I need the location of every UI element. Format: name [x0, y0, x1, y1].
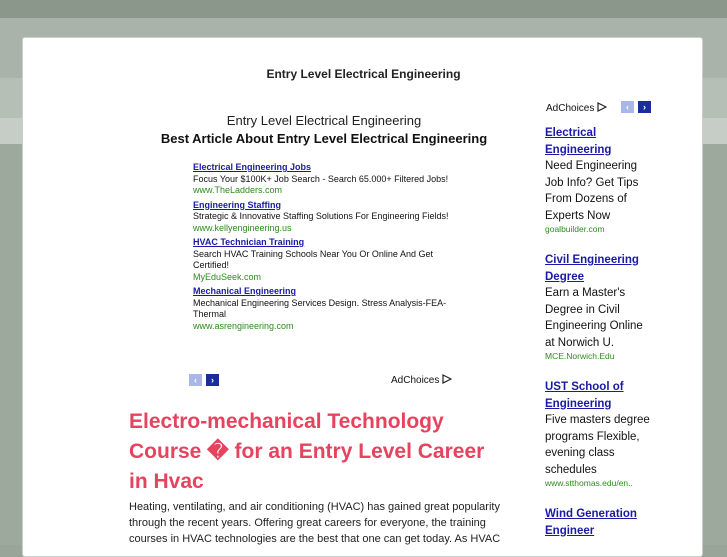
adchoices-link[interactable]: [391, 374, 452, 386]
background-band-1: [0, 0, 727, 18]
sidebar-ad-url[interactable]: www.stthomas.edu/en..: [545, 478, 633, 488]
ad-item: [193, 200, 453, 235]
sidebar-ad-description: Need Engineering Job Info? Get Tips From Dozens of Experts Now: [545, 160, 639, 222]
sidebar-ads: [545, 125, 655, 557]
sidebar-adchoices-link[interactable]: [546, 102, 607, 114]
ad-description: Mechanical Engineering Services Design. Stress Analysis-FEA-Thermal: [193, 297, 447, 319]
ad-description: Focus Your $100K+ Job Search - Search 65.000+ Filtered Jobs!: [193, 173, 449, 184]
ad-title-link[interactable]: Mechanical Engineering: [193, 286, 297, 296]
triangle-play-icon: [597, 102, 607, 112]
ad-item: [193, 237, 453, 283]
site-title: Entry Level Electrical Engineering: [266, 67, 461, 81]
ad-item: [193, 162, 453, 197]
adchoices-label: AdChoices: [391, 375, 440, 386]
triangle-play-icon: [442, 374, 452, 384]
page-container: [22, 37, 703, 557]
prev-arrow-button[interactable]: ‹: [621, 101, 634, 113]
ad-url[interactable]: www.kellyengineering.us: [193, 222, 292, 233]
sidebar-ad-title-link[interactable]: UST School of Engineering: [545, 381, 624, 410]
ad-description: Search HVAC Training Schools Near You Or Online And Get Certified!: [193, 248, 433, 270]
article-body: Heating, ventilating, and air conditioning (HVAC) has gained great popularity through the recent years. Offering great careers for everyone, the training courses in HVAC technologies are the best that one can get today. As HVAC: [129, 501, 501, 545]
ad-title-link[interactable]: Engineering Staffing: [193, 199, 282, 210]
sidebar-ad-item: [545, 125, 655, 234]
ad-item: [193, 286, 453, 332]
sidebar-ad-title-link[interactable]: Electrical Engineering: [545, 127, 612, 156]
sidebar-ad-item: [545, 506, 655, 539]
next-arrow-button[interactable]: ›: [206, 374, 219, 386]
sidebar-ad-title-link[interactable]: Civil Engineering Degree: [545, 254, 639, 283]
ad-title-link[interactable]: HVAC Technician Training: [193, 237, 305, 247]
prev-arrow-button[interactable]: ‹: [189, 374, 202, 386]
sidebar-nav-arrows: [621, 101, 651, 113]
ad-url[interactable]: MyEduSeek.com: [193, 271, 262, 282]
article-subheading: Best Article About Entry Level Electrical Engineering: [160, 131, 488, 146]
ad-title-link[interactable]: Electrical Engineering Jobs: [193, 162, 312, 172]
sidebar-ad-description: Five masters degree programs Flexible, evening class schedules: [545, 414, 650, 476]
ad-block: [193, 162, 453, 335]
sidebar-ad-item: [545, 379, 655, 488]
sidebar-ad-url[interactable]: goalbuilder.com: [545, 224, 605, 234]
article-title: Electro-mechanical Technology Course � for an Entry Level Career in Hvac: [129, 410, 485, 493]
adchoices-label: AdChoices: [546, 103, 595, 114]
ad-url[interactable]: www.TheLadders.com: [193, 185, 283, 195]
sidebar-ad-description: Earn a Master's Degree in Civil Engineering Online at Norwich U.: [545, 287, 643, 349]
sidebar-ad-title-link[interactable]: Wind Generation Engineer: [545, 508, 637, 537]
ad-url[interactable]: www.asrengineering.com: [193, 320, 294, 331]
next-arrow-button[interactable]: ›: [638, 101, 651, 113]
sidebar-ad-item: [545, 252, 655, 361]
ad-nav-arrows: [189, 374, 219, 386]
ad-description: Strategic & Innovative Staffing Solutions For Engineering Fields!: [193, 211, 449, 221]
article-heading: Entry Level Electrical Engineering: [226, 113, 422, 128]
sidebar-ad-url[interactable]: MCE.Norwich.Edu: [545, 351, 615, 361]
